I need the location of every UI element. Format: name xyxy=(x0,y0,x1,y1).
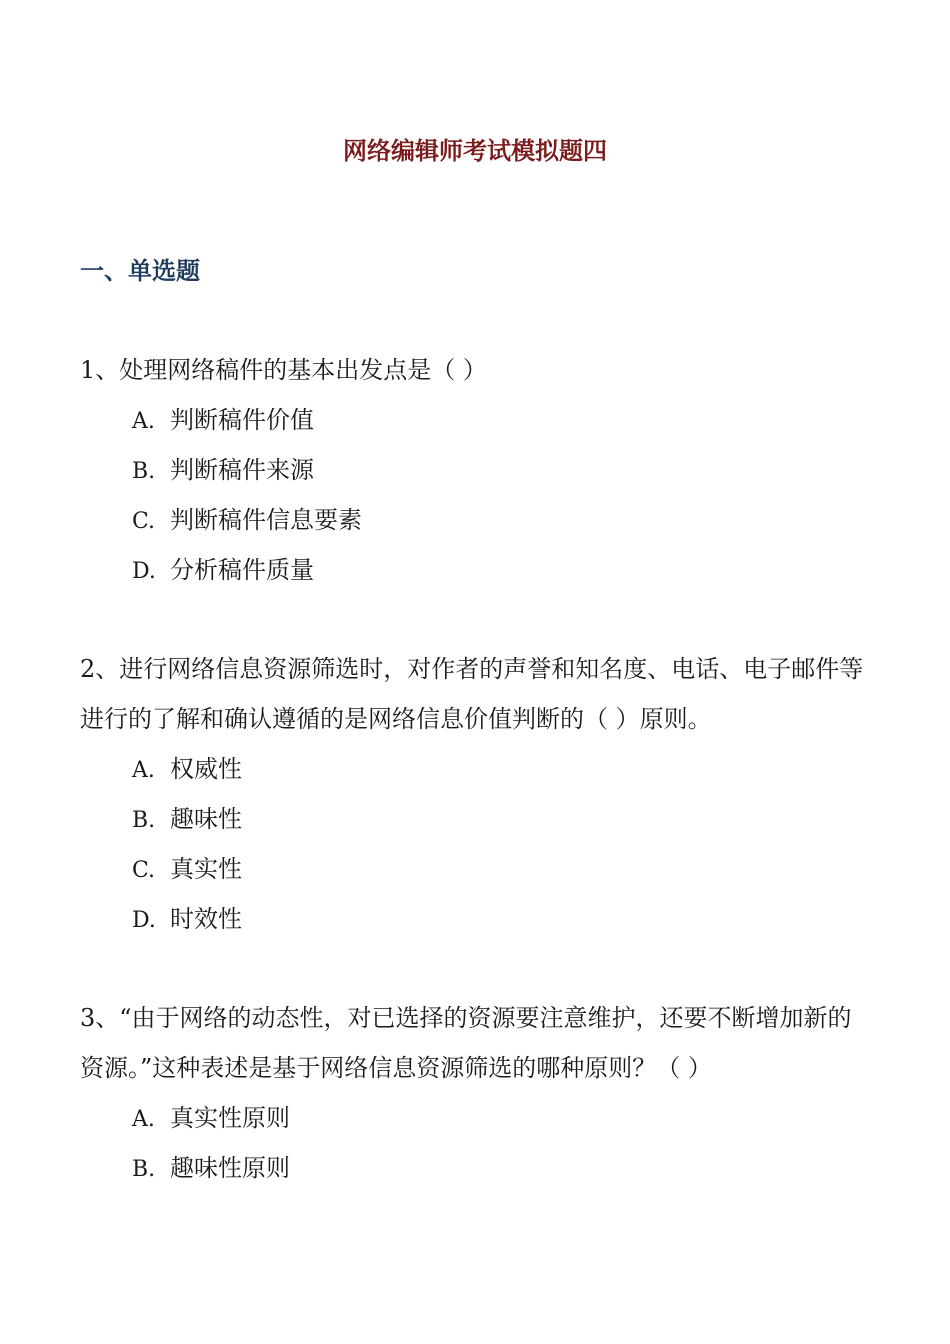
option-letter: B. xyxy=(132,1157,156,1182)
option-text: 判断稿件信息要素 xyxy=(170,506,362,534)
option-text: 时效性 xyxy=(170,905,242,933)
question-stem: 1、处理网络稿件的基本出发点是（ ） xyxy=(80,356,487,384)
option-b xyxy=(132,794,875,844)
question-1 xyxy=(80,345,875,595)
option-c xyxy=(132,495,875,545)
option-text: 权威性 xyxy=(170,755,242,783)
option-letter: D. xyxy=(132,908,156,933)
option-c xyxy=(132,844,875,894)
question-stem: 3、“由于网络的动态性，对已选择的资源要注意维护，还要不断增加新的资源。”这种表述是基于网络信息资源筛选的哪种原则？（ ） xyxy=(80,1004,852,1082)
option-list xyxy=(80,1093,875,1193)
option-letter: C. xyxy=(132,858,156,883)
option-letter: C. xyxy=(132,509,156,534)
option-b xyxy=(132,1143,875,1193)
option-text: 分析稿件质量 xyxy=(170,556,314,584)
option-text: 判断稿件来源 xyxy=(170,456,314,484)
option-text: 趣味性 xyxy=(170,805,242,833)
option-list xyxy=(80,744,875,944)
question-3 xyxy=(80,993,875,1193)
document-title: 网络编辑师考试模拟题四 xyxy=(343,137,607,165)
option-d xyxy=(132,545,875,595)
option-letter: D. xyxy=(132,559,156,584)
option-text: 真实性原则 xyxy=(170,1104,290,1132)
option-a xyxy=(132,744,875,794)
option-letter: A. xyxy=(132,758,155,783)
option-a xyxy=(132,395,875,445)
section-heading: 一、单选题 xyxy=(80,257,200,285)
option-letter: A. xyxy=(132,1107,155,1132)
option-list xyxy=(80,395,875,595)
question-2 xyxy=(80,644,875,944)
option-text: 判断稿件价值 xyxy=(170,406,314,434)
option-text: 趣味性原则 xyxy=(170,1154,290,1182)
option-b xyxy=(132,445,875,495)
option-letter: B. xyxy=(132,808,156,833)
option-d xyxy=(132,894,875,944)
question-stem: 2、进行网络信息资源筛选时，对作者的声誉和知名度、电话、电子邮件等进行的了解和确认遵循的是网络信息价值判断的（ ）原则。 xyxy=(80,655,864,733)
option-letter: B. xyxy=(132,459,156,484)
option-text: 真实性 xyxy=(170,855,242,883)
option-letter: A. xyxy=(132,409,155,434)
option-a xyxy=(132,1093,875,1143)
